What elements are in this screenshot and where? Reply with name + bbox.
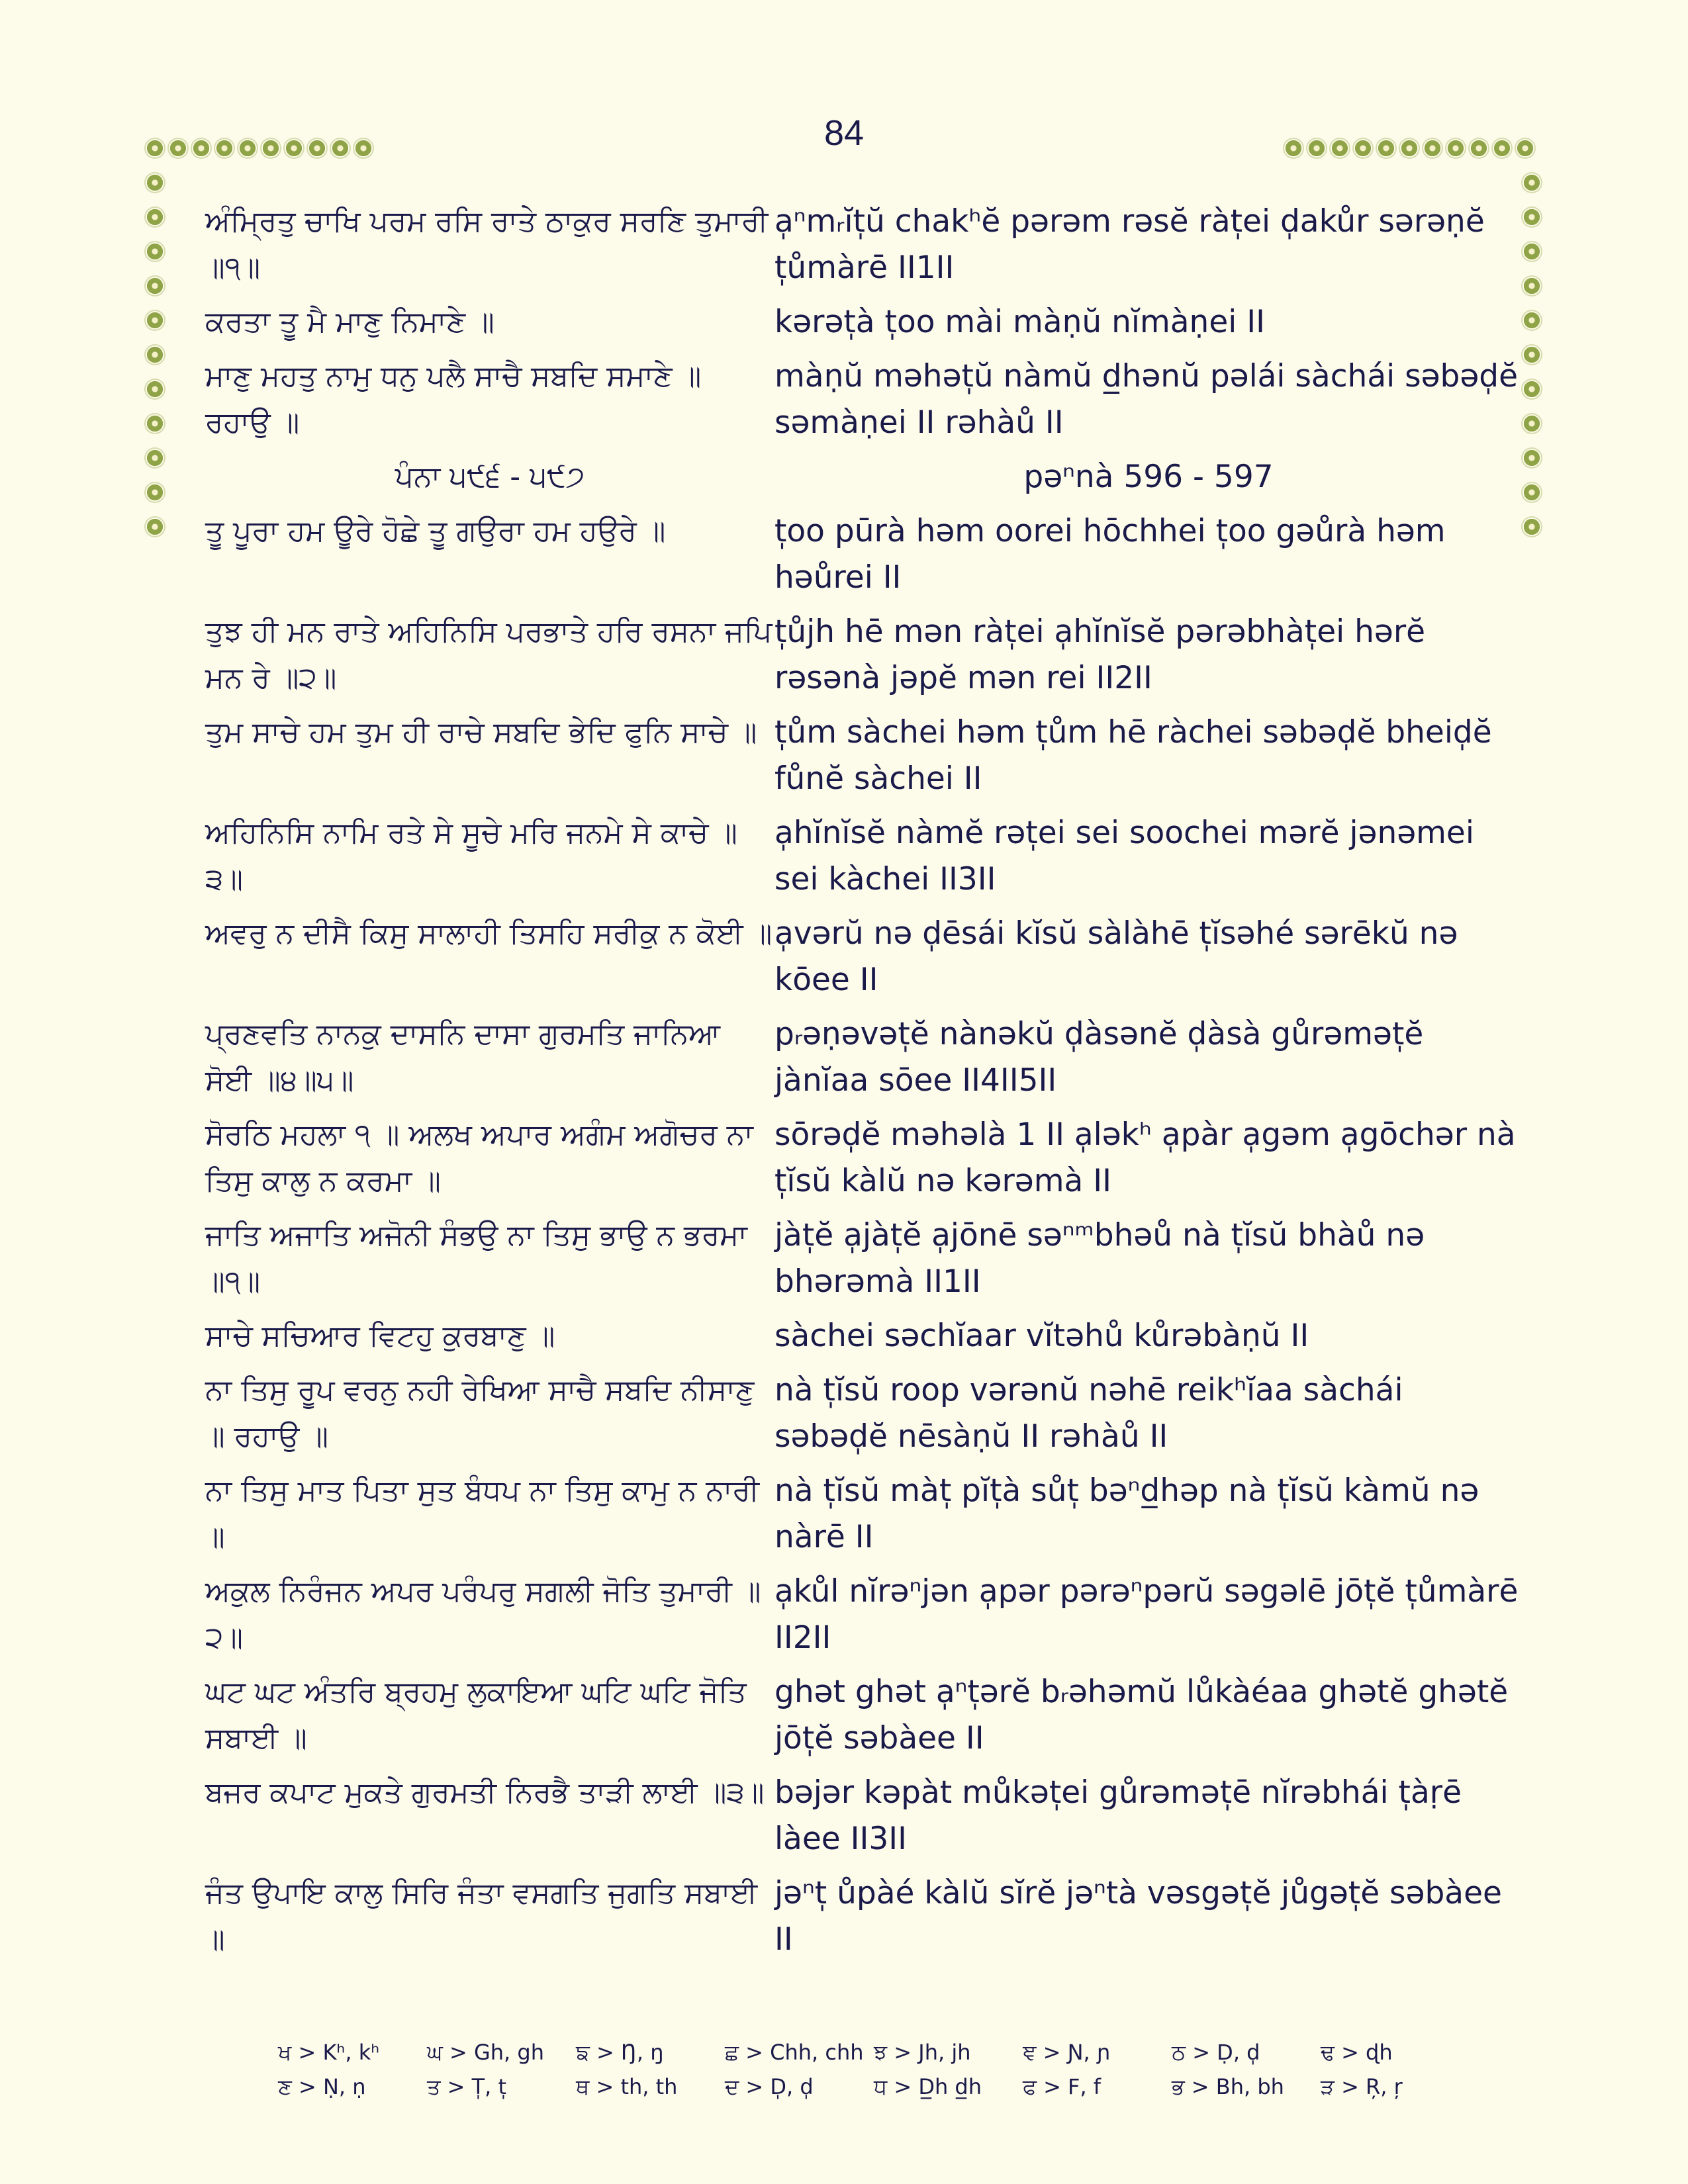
legend-item: ਫ > F, f (1023, 2074, 1102, 2099)
transliteration-text: a̩kůl nĭrəⁿjən a̩pər pərəⁿpərŭ səgəlē jōt̩ĕ t̩ůmàrē II2II (774, 1573, 1519, 1656)
verse-row (205, 508, 1529, 601)
legend-item: ਧ > D̲h d̲h (874, 2074, 982, 2099)
transliteration-text: t̩ůjh hē mən ràt̩ei a̩hĭnĭsĕ pərəbhàt̩ei hərĕ rəsənà jəpĕ mən rei II2II (774, 614, 1426, 696)
verse-row (205, 1569, 1529, 1661)
legend-item: ਦ > D̩, d̩ (725, 2074, 814, 2099)
flower-ornament (1523, 173, 1541, 192)
flower-ornament (146, 345, 164, 364)
verse-row (205, 1112, 1529, 1205)
flower-ornament (146, 380, 164, 398)
gurmukhi-text: ਤੁਝ ਹੀ ਮਨ ਰਾਤੇ ਅਹਿਨਿਸਿ ਪਰਭਾਤੇ ਹਰਿ ਰਸਨਾ ਜਪਿ ਮਨ ਰੇ ॥੨॥ (205, 615, 773, 695)
legend-item: ਣ > Ṇ, ṇ (278, 2074, 366, 2099)
transliteration-text: a̩ⁿmᵣĭt̩ŭ chakʰĕ pərəm rəsĕ ràt̩ei d̩akůr sərəṇĕ t̩ůmàrē II1II (774, 203, 1485, 286)
verse-row (205, 1367, 1529, 1460)
transliteration-text: a̩vərŭ nə d̩ēsái kĭsŭ sàlàhē t̩ĭsəhé sərēkŭ nə kōee II (774, 915, 1458, 998)
transliteration-text: nà t̩ĭsŭ roop vərənŭ nəhē reikʰĭaa sàchái səbəd̩ĕ nēsàṇŭ II rəhàů II (774, 1372, 1403, 1455)
verse-row (205, 1011, 1529, 1104)
gurmukhi-text: ਨਾ ਤਿਸੁ ਰੂਪ ਵਰਨੁ ਨਹੀ ਰੇਖਿਆ ਸਾਚੈ ਸਬਦਿ ਨੀਸਾਣੁ ॥ ਰਹਾਉ ॥ (205, 1373, 755, 1453)
flower-ornament (192, 139, 211, 158)
gurmukhi-text: ਤੁਮ ਸਾਚੇ ਹਮ ਤੁਮ ਹੀ ਰਾਚੇ ਸਬਦਿ ਭੇਦਿ ਫੁਨਿ ਸਾਚੇ ॥ (205, 715, 757, 749)
flower-ornament (146, 311, 164, 330)
flower-ornament (146, 139, 164, 158)
verse-row (205, 911, 1529, 1003)
legend-item: ਠ > Ḍ, d̩ (1172, 2040, 1260, 2065)
gurmukhi-text: ਬਜਰ ਕਪਾਟ ਮੁਕਤੇ ਗੁਰਮਤੀ ਨਿਰਭੈ ਤਾੜੀ ਲਾਈ ॥੩॥ (205, 1776, 765, 1809)
flower-ornament (1470, 139, 1488, 158)
gurmukhi-text: ਮਾਣੁ ਮਹਤੁ ਨਾਮੁ ਧਨੁ ਪਲੈ ਸਾਚੈ ਸਬਦਿ ਸਮਾਣੇ ॥ ਰਹਾਉ ॥ (205, 359, 702, 439)
flower-ornament (146, 483, 164, 502)
gurmukhi-text: ਸਾਚੇ ਸਚਿਆਰ ਵਿਟਹੁ ਕੁਰਬਾਣੁ ॥ (205, 1319, 555, 1353)
gurmukhi-text: ਅਵਰੁ ਨ ਦੀਸੈ ਕਿਸੁ ਸਾਲਾਹੀ ਤਿਸਹਿ ਸਰੀਕੁ ਨ ਕੋਈ ॥ (205, 917, 773, 950)
gurmukhi-text: ਪੰਨਾ ੫੯੬ - ੫੯੭ (395, 460, 585, 494)
legend-item: ਤ > T̩, t̩ (427, 2074, 507, 2099)
flower-ornament (146, 449, 164, 467)
transliteration-text: t̩ům sàchei həm t̩ům hē ràchei səbəd̩ĕ bheid̩ĕ fůnĕ sàchei II (774, 714, 1492, 797)
gurmukhi-text: ਜਾਤਿ ਅਜਾਤਿ ਅਜੋਨੀ ਸੰਭਉ ਨਾ ਤਿਸੁ ਭਾਉ ਨ ਭਰਮਾ ॥੧॥ (205, 1218, 747, 1298)
gurmukhi-text: ਅਕੁਲ ਨਿਰੰਜਨ ਅਪਰ ਪਰੰਪਰੁ ਸਗਲੀ ਜੋਤਿ ਤੁਮਾਰੀ ॥੨॥ (205, 1574, 761, 1655)
flower-ornament (1400, 139, 1419, 158)
legend-item: ਘ > Gh, gh (427, 2040, 544, 2065)
flower-ornament (1307, 139, 1326, 158)
verse-row (205, 1770, 1529, 1862)
gurmukhi-text: ਅੰਮ੍ਰਿਤੁ ਚਾਖਿ ਪਰਮ ਰਸਿ ਰਾਤੇ ਠਾਕੁਰ ਸਰਣਿ ਤੁਮਾਰੀ ॥੧॥ (205, 205, 769, 285)
transliteration-text: ghət ghət a̩ⁿt̩ərĕ bᵣəhəmŭ lůkàéaa ghətĕ ghətĕ jōt̩ĕ səbàee II (774, 1674, 1509, 1756)
transliteration-text: t̩oo pūrà həm oorei hōchhei t̩oo gəůrà həm həůrei II (774, 513, 1446, 596)
gurmukhi-text: ਜੰਤ ਉਪਾਇ ਕਾਲੁ ਸਿਰਿ ਜੰਤਾ ਵਸਗਤਿ ਜੁਗਤਿ ਸਬਾਈ ॥ (205, 1876, 758, 1956)
flower-ornament (146, 414, 164, 433)
verse-row (205, 1669, 1529, 1762)
flower-ornament (146, 242, 164, 261)
gurmukhi-text: ਸੋਰਠਿ ਮਹਲਾ ੧ ॥ ਅਲਖ ਅਪਾਰ ਅਗੰਮ ਅਗੋਚਰ ਨਾ ਤਿਸੁ ਕਾਲੁ ਨ ਕਰਮਾ ॥ (205, 1118, 753, 1198)
flower-ornament (285, 139, 303, 158)
transliteration-text: màṇŭ məhət̩ŭ nàmŭ d̲hənŭ pəlái sàchái səbəd̩ĕ səmàṇei II rəhàů II (774, 358, 1519, 441)
gurmukhi-text: ਅਹਿਨਿਸਿ ਨਾਮਿ ਰਤੇ ਸੇ ਸੂਚੇ ਮਰਿ ਜਨਮੇ ਸੇ ਕਾਚੇ ॥੩॥ (205, 816, 737, 896)
text-body (205, 199, 1529, 1971)
flower-ornament (146, 173, 164, 192)
gurmukhi-text: ਘਟ ਘਟ ਅੰਤਰਿ ਬ੍ਰਹਮੁ ਲੁਕਾਇਆ ਘਟਿ ਘਟਿ ਜੋਤਿ ਸਬਾਈ ॥ (205, 1675, 747, 1755)
verse-row (205, 1313, 1529, 1359)
legend-item: ਝ > Jh, jh (874, 2040, 971, 2065)
verse-row (205, 199, 1529, 291)
flower-ornament (146, 277, 164, 295)
legend-item: ਭ > Bh, bh (1172, 2074, 1284, 2099)
page-number: 84 (823, 113, 865, 153)
transliteration-text: sōrəd̩ĕ məhəlà 1 II a̩ləkʰ a̩pàr a̩gəm a̩gōchər nà t̩ĭsŭ kàlŭ nə kərəmà II (774, 1116, 1516, 1199)
verse-row (205, 1468, 1529, 1561)
flower-ornament (354, 139, 373, 158)
transliteration-legend (278, 2035, 1470, 2104)
transliteration-text: pəⁿnà 596 - 597 (1023, 459, 1274, 495)
flower-ornament (146, 208, 164, 226)
transliteration-text: pᵣəṇəvət̩ĕ nànəkŭ d̩àsənĕ d̩àsà gůrəmət̩ĕ jànĭaa sōee II4II5II (774, 1016, 1424, 1099)
transliteration-text: nà t̩ĭsŭ màt̩ pĭt̩à sůt̩ bəⁿd̲həp nà t̩ĭsŭ kàmŭ nə nàrē II (774, 1473, 1479, 1555)
gurmukhi-text: ਤੂ ਪੂਰਾ ਹਮ ਊਰੇ ਹੋਛੇ ਤੂ ਗਉਰਾ ਹਮ ਹਉਰੇ ॥ (205, 514, 666, 548)
transliteration-text: kərət̩à t̩oo mài màṇŭ nĭmàṇei II (774, 304, 1265, 340)
verse-row (205, 1870, 1529, 1963)
verse-row (205, 709, 1529, 802)
transliteration-text: jəⁿt̩ ůpàé kàlŭ sĭrĕ jəⁿtà vəsgət̩ĕ jůgət̩ĕ səbàee II (774, 1875, 1502, 1958)
legend-item: ਥ > th, th (576, 2074, 678, 2099)
flower-ornament (1354, 139, 1372, 158)
gurmukhi-text: ਕਰਤਾ ਤੂ ਮੈ ਮਾਣੁ ਨਿਮਾਣੇ ॥ (205, 305, 494, 339)
flower-ornament (238, 139, 257, 158)
flower-ornament (1284, 139, 1303, 158)
flower-ornament (1516, 139, 1534, 158)
legend-item: ਞ > Ɲ, ɲ (1023, 2040, 1111, 2065)
transliteration-text: bəjər kəpàt můkət̩ei gůrəmət̩ē nĭrəbhái t̩àṛē làee II3II (774, 1774, 1462, 1857)
legend-item: ਖ > Kʰ, kʰ (278, 2040, 380, 2065)
flower-ornament (308, 139, 326, 158)
legend-row (278, 2035, 1470, 2070)
verse-row (205, 299, 1529, 345)
transliteration-text: a̩hĭnĭsĕ nàmĕ rət̩ei sei soochei mərĕ jənəmei sei kàchei II3II (774, 815, 1474, 897)
flower-ornament (1331, 139, 1349, 158)
transliteration-text: jàt̩ĕ a̩jàt̩ĕ a̩jōnē səⁿᵐbhəů nà t̩ĭsŭ bhàů nə bhərəmà II1II (774, 1217, 1425, 1300)
flower-ornament (215, 139, 234, 158)
transliteration-text: sàchei səchĭaar vĭtəhů kůrəbàṇŭ II (774, 1318, 1309, 1354)
verse-row (205, 454, 1529, 500)
flower-ornament (146, 518, 164, 536)
legend-item: ਙ > Ŋ, ŋ (576, 2040, 664, 2065)
flower-ornament (261, 139, 280, 158)
verse-row (205, 810, 1529, 903)
flower-ornament (1377, 139, 1395, 158)
legend-item: ਛ > Chh, chh (725, 2040, 864, 2065)
flower-ornament (1446, 139, 1465, 158)
legend-row (278, 2070, 1470, 2104)
gurmukhi-text: ਪ੍ਰਣਵਤਿ ਨਾਨਕੁ ਦਾਸਨਿ ਦਾਸਾ ਗੁਰਮਤਿ ਜਾਨਿਆ ਸੋਈ ॥੪॥੫॥ (205, 1017, 721, 1097)
gurmukhi-text: ਨਾ ਤਿਸੁ ਮਾਤ ਪਿਤਾ ਸੁਤ ਬੰਧਪ ਨਾ ਤਿਸੁ ਕਾਮੁ ਨ ਨਾਰੀ ॥ (205, 1474, 759, 1554)
legend-item: ਢ > ɖh (1321, 2040, 1393, 2065)
verse-row (205, 1212, 1529, 1305)
verse-row (205, 353, 1529, 446)
flower-ornament (1423, 139, 1442, 158)
flower-ornament (331, 139, 350, 158)
legend-item: ੜ > Ŗ, ŗ (1321, 2074, 1403, 2099)
flower-ornament (1493, 139, 1511, 158)
verse-row (205, 609, 1529, 702)
flower-ornament (169, 139, 187, 158)
